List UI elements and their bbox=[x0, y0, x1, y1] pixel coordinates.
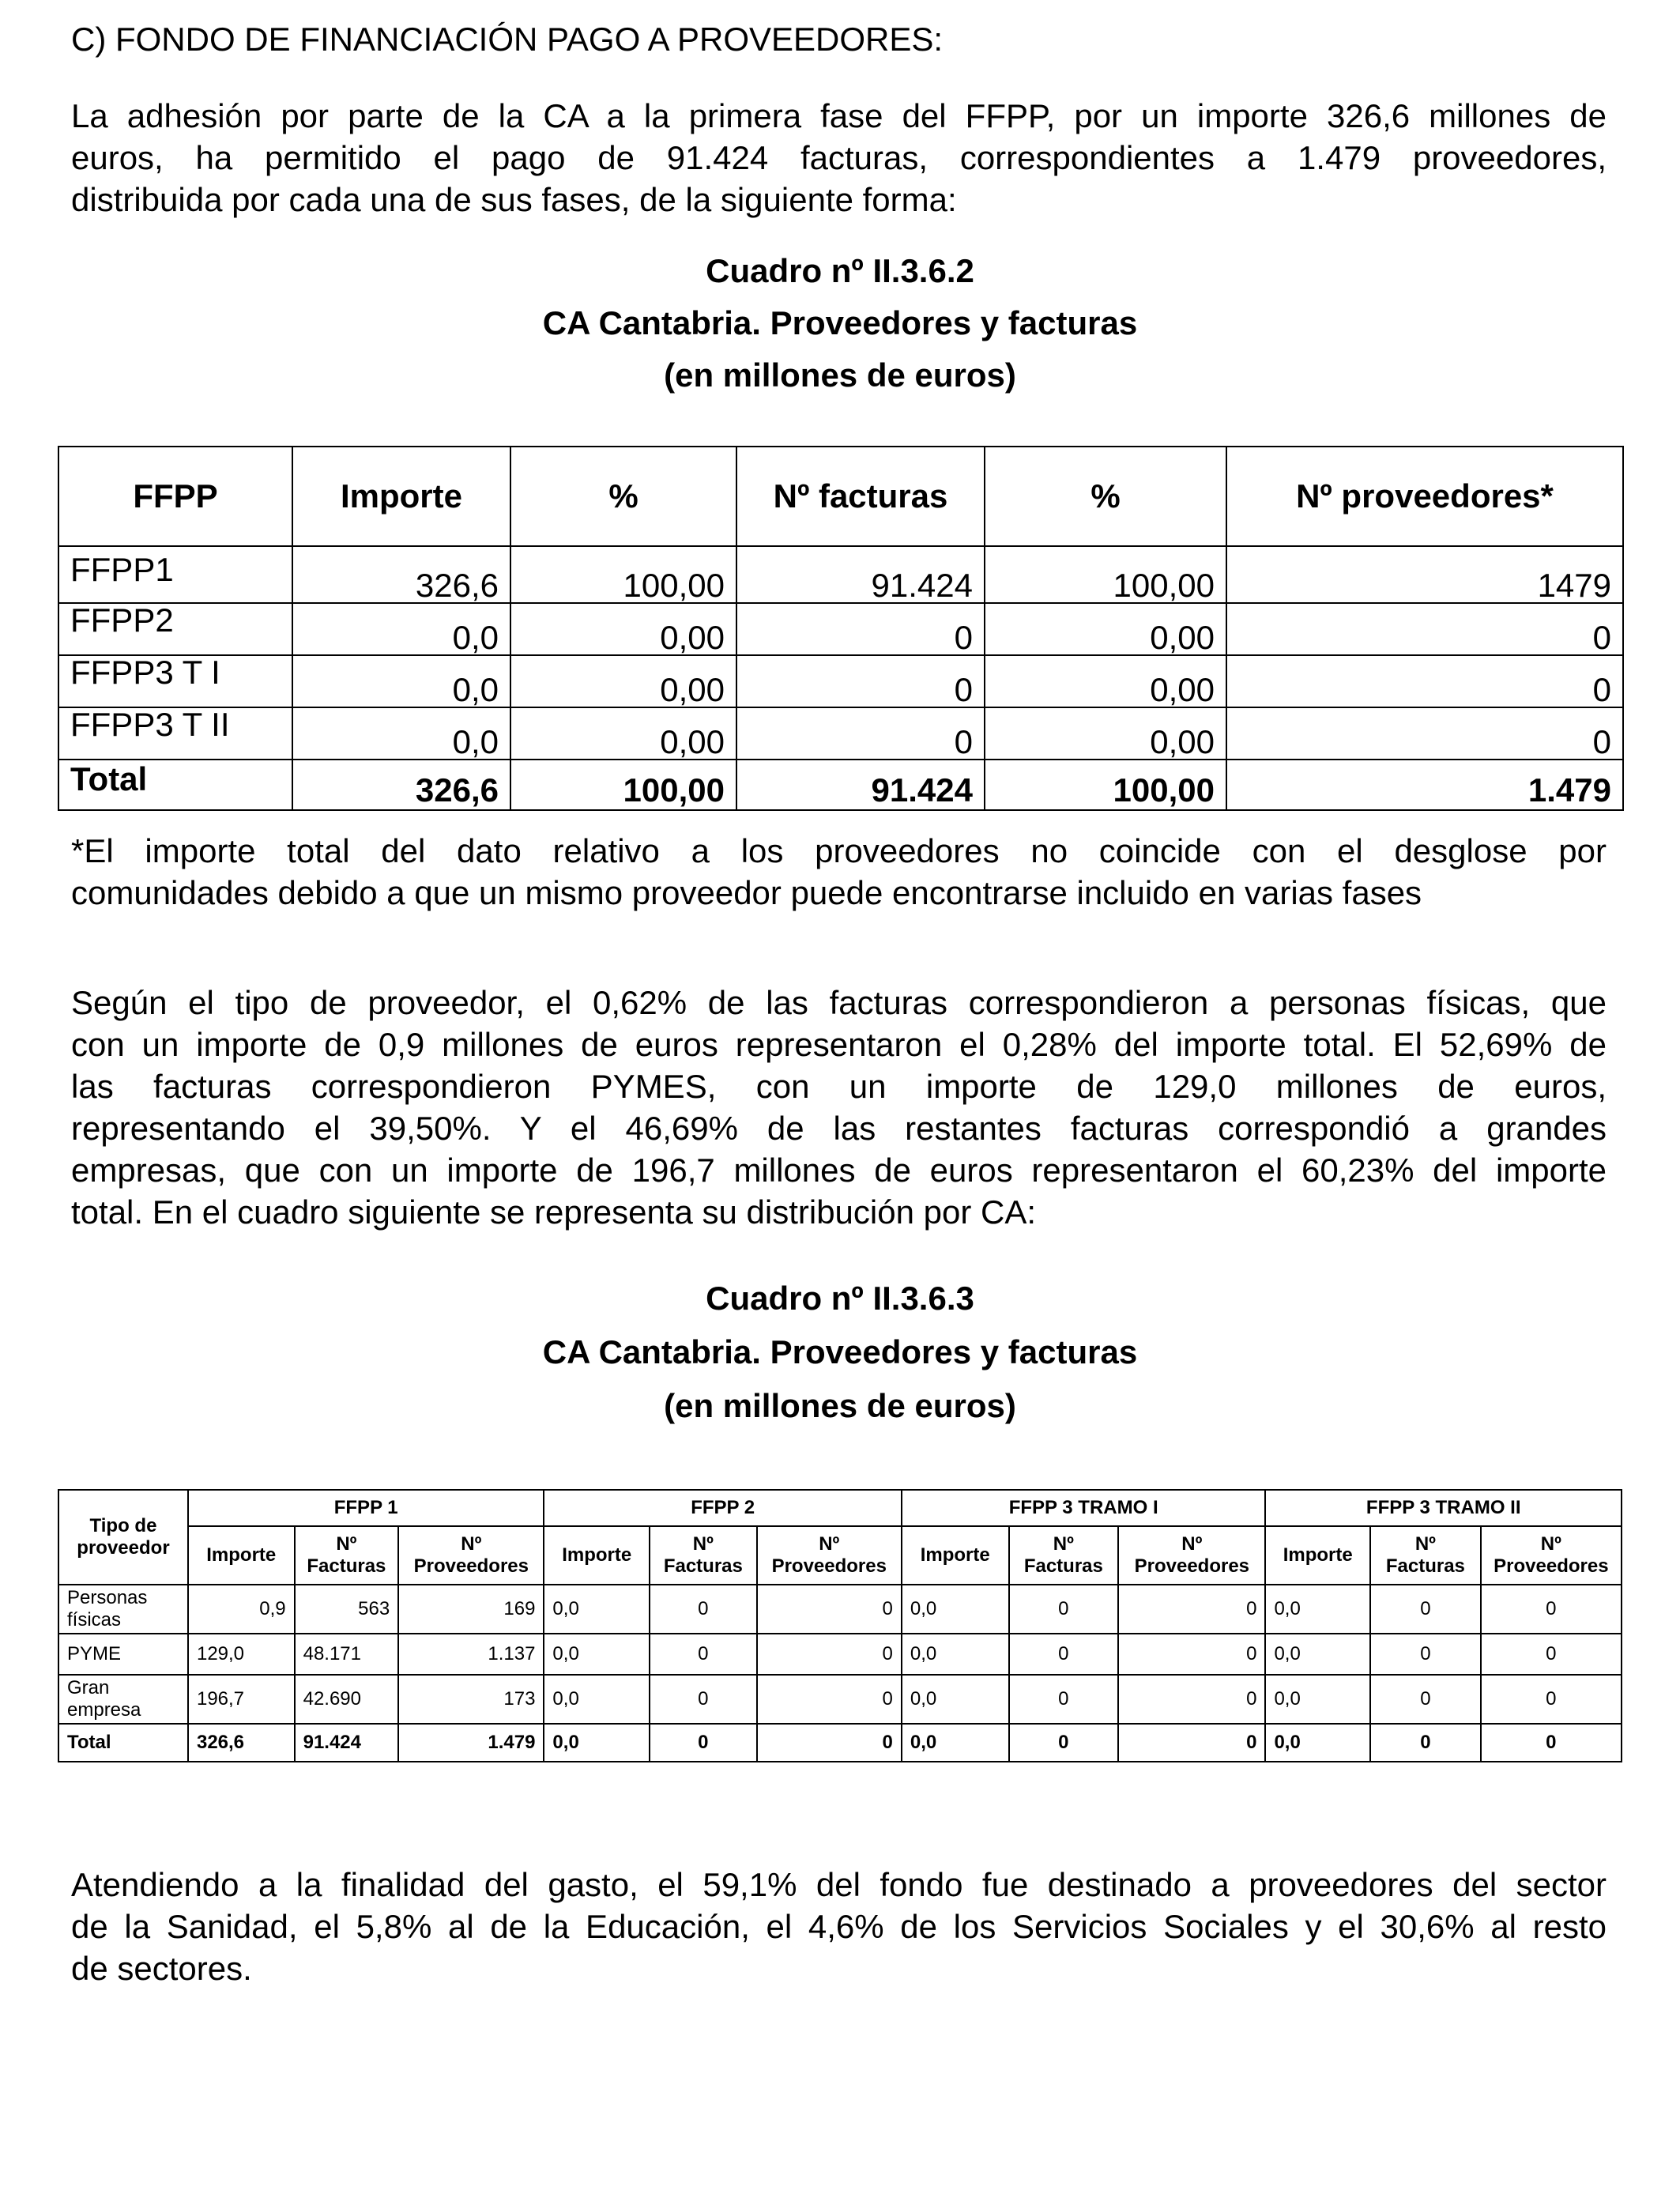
row-label: Gran empresa bbox=[58, 1675, 188, 1724]
table2-caption-title: CA Cantabria. Proveedores y facturas bbox=[542, 1333, 1138, 1370]
table-cell: 0 bbox=[757, 1675, 902, 1724]
column-header: Importe bbox=[1265, 1526, 1370, 1585]
column-header: Nº Facturas bbox=[1009, 1526, 1119, 1585]
table-cell: 0,0 bbox=[544, 1675, 650, 1724]
column-header: Nº Proveedores bbox=[398, 1526, 544, 1585]
row-label: PYME bbox=[58, 1634, 188, 1675]
table-cell: 0,9 bbox=[188, 1585, 295, 1634]
table2-caption-units: (en millones de euros) bbox=[664, 1387, 1016, 1424]
table-cell: 0 bbox=[1481, 1675, 1622, 1724]
table-cell: 0 bbox=[1226, 707, 1623, 760]
table-cell: 0 bbox=[736, 655, 985, 707]
table1-footnote bbox=[71, 830, 1607, 914]
row-label: FFPP1 bbox=[58, 546, 292, 603]
table-cell: 0 bbox=[1370, 1585, 1481, 1634]
table-cell: 91.424 bbox=[295, 1724, 399, 1762]
table-cell: 0 bbox=[1481, 1634, 1622, 1675]
table2 bbox=[58, 1489, 1622, 1762]
table-row bbox=[58, 603, 1623, 655]
table-row bbox=[58, 1675, 1622, 1724]
table-cell: 100,00 bbox=[985, 546, 1226, 603]
table-row bbox=[58, 707, 1623, 760]
table-cell: 173 bbox=[398, 1675, 544, 1724]
table-cell: 0,00 bbox=[985, 707, 1226, 760]
table-cell: 0 bbox=[1118, 1675, 1265, 1724]
table-cell: 0 bbox=[736, 603, 985, 655]
table-cell: 1.137 bbox=[398, 1634, 544, 1675]
column-header: Nº facturas bbox=[736, 447, 985, 546]
table-cell: 0 bbox=[757, 1724, 902, 1762]
table-cell: 0 bbox=[650, 1724, 757, 1762]
table-cell: 0 bbox=[1118, 1634, 1265, 1675]
table-cell: 0,0 bbox=[902, 1724, 1009, 1762]
table-cell: 0 bbox=[1118, 1724, 1265, 1762]
column-header: Nº Facturas bbox=[295, 1526, 399, 1585]
table-cell: 0 bbox=[1370, 1724, 1481, 1762]
table-row bbox=[58, 655, 1623, 707]
column-header: Nº proveedores* bbox=[1226, 447, 1623, 546]
table-cell: 91.424 bbox=[736, 546, 985, 603]
text-line: las facturas correspondieron PYMES, con un importe de 129,0 millones de euros, bbox=[71, 1068, 1607, 1105]
column-header: Importe bbox=[292, 447, 510, 546]
corner-header: Tipo de proveedor bbox=[58, 1490, 188, 1585]
table-cell: 129,0 bbox=[188, 1634, 295, 1675]
table-cell: 0 bbox=[650, 1585, 757, 1634]
group-header: FFPP 1 bbox=[188, 1490, 544, 1526]
table-cell: 0 bbox=[1370, 1634, 1481, 1675]
table-cell: 42.690 bbox=[295, 1675, 399, 1724]
table-cell: 169 bbox=[398, 1585, 544, 1634]
table-cell: 0,0 bbox=[902, 1585, 1009, 1634]
column-header: Nº Proveedores bbox=[1481, 1526, 1622, 1585]
table-total-row bbox=[58, 1724, 1622, 1762]
text-line: empresas, que con un importe de 196,7 millones de euros representaron el 60,23% del importe bbox=[71, 1152, 1607, 1189]
column-header: Nº Proveedores bbox=[757, 1526, 902, 1585]
table-cell: 0,00 bbox=[985, 603, 1226, 655]
table-cell: 0,0 bbox=[544, 1585, 650, 1634]
table-cell: 1479 bbox=[1226, 546, 1623, 603]
table-cell: 0 bbox=[1370, 1675, 1481, 1724]
row-label: FFPP3 T II bbox=[58, 707, 292, 760]
table-cell: 0 bbox=[1009, 1634, 1119, 1675]
table-row bbox=[58, 1585, 1622, 1634]
column-header: Nº Proveedores bbox=[1118, 1526, 1265, 1585]
text-line: Atendiendo a la finalidad del gasto, el 59,1% del fondo fue destinado a proveedores del sector bbox=[71, 1866, 1607, 1903]
column-header: Nº Facturas bbox=[1370, 1526, 1481, 1585]
table-cell: 1.479 bbox=[398, 1724, 544, 1762]
text-line: de la Sanidad, el 5,8% al de la Educación, el 4,6% de los Servicios Sociales y el 30,6% al resto bbox=[71, 1908, 1607, 1945]
table-cell: 0,00 bbox=[510, 603, 736, 655]
table-cell: 0 bbox=[650, 1675, 757, 1724]
text-line: distribuida por cada una de sus fases, de la siguiente forma: bbox=[71, 181, 957, 218]
table-cell: 0,00 bbox=[510, 707, 736, 760]
table2-group-header-row bbox=[58, 1490, 1622, 1526]
group-header: FFPP 3 TRAMO I bbox=[902, 1490, 1266, 1526]
text-line: euros, ha permitido el pago de 91.424 facturas, correspondientes a 1.479 proveedores, bbox=[71, 139, 1607, 176]
table-cell: 0 bbox=[757, 1634, 902, 1675]
table-cell: 0 bbox=[1226, 603, 1623, 655]
table-cell: 0,0 bbox=[1265, 1724, 1370, 1762]
table-cell: 0,0 bbox=[1265, 1585, 1370, 1634]
section-heading: C) FONDO DE FINANCIACIÓN PAGO A PROVEEDORES: bbox=[71, 21, 944, 58]
table-cell: 196,7 bbox=[188, 1675, 295, 1724]
text-line: comunidades debido a que un mismo proveedor puede encontrarse incluido en varias fases bbox=[71, 874, 1422, 911]
table-row bbox=[58, 1634, 1622, 1675]
table-cell: 0 bbox=[1481, 1724, 1622, 1762]
table-cell: 0 bbox=[650, 1634, 757, 1675]
table-cell: 0 bbox=[1009, 1675, 1119, 1724]
table-cell: 1.479 bbox=[1226, 760, 1623, 810]
table-cell: 48.171 bbox=[295, 1634, 399, 1675]
column-header: Importe bbox=[902, 1526, 1009, 1585]
table-cell: 0,0 bbox=[902, 1675, 1009, 1724]
text-line: de sectores. bbox=[71, 1950, 252, 1987]
group-header: FFPP 3 TRAMO II bbox=[1265, 1490, 1622, 1526]
table-cell: 0,0 bbox=[902, 1634, 1009, 1675]
table1-caption-number: Cuadro nº II.3.6.2 bbox=[706, 252, 974, 289]
intro-paragraph bbox=[71, 95, 1607, 221]
table-cell: 100,00 bbox=[510, 760, 736, 810]
supplier-type-paragraph bbox=[71, 982, 1607, 1233]
table-cell: 563 bbox=[295, 1585, 399, 1634]
table-cell: 100,00 bbox=[510, 546, 736, 603]
text-line: representando el 39,50%. Y el 46,69% de las restantes facturas correspondió a grandes bbox=[71, 1110, 1607, 1147]
expenditure-purpose-paragraph bbox=[71, 1864, 1607, 1989]
row-label: FFPP3 T I bbox=[58, 655, 292, 707]
row-label: FFPP2 bbox=[58, 603, 292, 655]
column-header: Importe bbox=[544, 1526, 650, 1585]
table-cell: 326,6 bbox=[292, 760, 510, 810]
table-cell: 326,6 bbox=[188, 1724, 295, 1762]
column-header: Nº Facturas bbox=[650, 1526, 757, 1585]
table-cell: 0 bbox=[1009, 1585, 1119, 1634]
row-label: Total bbox=[58, 1724, 188, 1762]
table-cell: 0,00 bbox=[510, 655, 736, 707]
row-label: Total bbox=[58, 760, 292, 810]
table-row bbox=[58, 546, 1623, 603]
column-header: FFPP bbox=[58, 447, 292, 546]
column-header: % bbox=[985, 447, 1226, 546]
table-cell: 326,6 bbox=[292, 546, 510, 603]
row-label: Personas físicas bbox=[58, 1585, 188, 1634]
table1-caption-title: CA Cantabria. Proveedores y facturas bbox=[542, 304, 1138, 341]
table-cell: 91.424 bbox=[736, 760, 985, 810]
text-line: Según el tipo de proveedor, el 0,62% de las facturas correspondieron a personas físicas, que bbox=[71, 984, 1607, 1021]
column-header: % bbox=[510, 447, 736, 546]
table1-caption-units: (en millones de euros) bbox=[664, 356, 1016, 394]
table1-header-row bbox=[58, 447, 1623, 546]
group-header: FFPP 2 bbox=[544, 1490, 901, 1526]
table-cell: 0 bbox=[1226, 655, 1623, 707]
text-line: con un importe de 0,9 millones de euros representaron el 0,28% del importe total. El 52,69% de bbox=[71, 1026, 1607, 1063]
text-line: total. En el cuadro siguiente se representa su distribución por CA: bbox=[71, 1193, 1037, 1231]
table-cell: 0,0 bbox=[1265, 1675, 1370, 1724]
table1 bbox=[58, 446, 1624, 811]
table-cell: 0,0 bbox=[292, 655, 510, 707]
table-cell: 0 bbox=[1481, 1585, 1622, 1634]
table-cell: 0,0 bbox=[544, 1634, 650, 1675]
table-total-row bbox=[58, 760, 1623, 810]
table-cell: 0,0 bbox=[1265, 1634, 1370, 1675]
table-cell: 0 bbox=[1009, 1724, 1119, 1762]
table-cell: 0,0 bbox=[292, 707, 510, 760]
table2-caption-number: Cuadro nº II.3.6.3 bbox=[706, 1280, 974, 1317]
table-cell: 100,00 bbox=[985, 760, 1226, 810]
table-cell: 0,0 bbox=[292, 603, 510, 655]
text-line: *El importe total del dato relativo a los proveedores no coincide con el desglose por bbox=[71, 832, 1607, 869]
table-cell: 0 bbox=[757, 1585, 902, 1634]
table-cell: 0 bbox=[1118, 1585, 1265, 1634]
table-cell: 0,00 bbox=[985, 655, 1226, 707]
text-line: La adhesión por parte de la CA a la primera fase del FFPP, por un importe 326,6 millones de bbox=[71, 97, 1607, 134]
column-header: Importe bbox=[188, 1526, 295, 1585]
table-cell: 0 bbox=[736, 707, 985, 760]
table-cell: 0,0 bbox=[544, 1724, 650, 1762]
table2-sub-header-row bbox=[58, 1526, 1622, 1585]
